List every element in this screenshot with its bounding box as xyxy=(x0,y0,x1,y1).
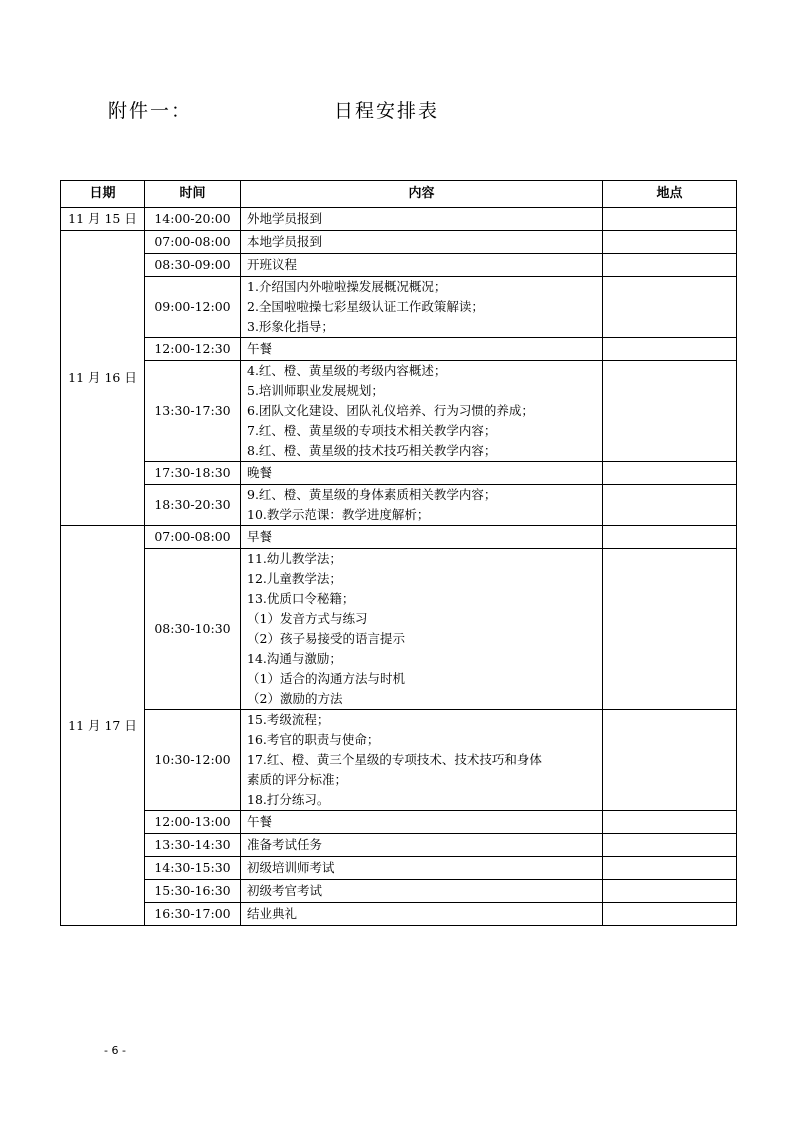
content-cell xyxy=(241,208,603,231)
table-row xyxy=(61,208,737,231)
content-cell xyxy=(241,811,603,834)
content-line: 5.培训师职业发展规划； xyxy=(247,383,384,398)
content-line: 9.红、橙、黄星级的身体素质相关教学内容； xyxy=(247,487,497,502)
content-cell xyxy=(241,857,603,880)
place-cell xyxy=(603,254,737,277)
table-row xyxy=(61,903,737,926)
place-cell xyxy=(603,903,737,926)
table-row xyxy=(61,338,737,361)
content-line: 初级培训师考试 xyxy=(247,860,335,875)
table-row xyxy=(61,361,737,462)
place-cell xyxy=(603,231,737,254)
table-row xyxy=(61,880,737,903)
place-cell xyxy=(603,462,737,485)
date-cell: 11 月 16 日 xyxy=(61,231,145,526)
content-line: 初级考官考试 xyxy=(247,883,323,898)
content-line: 3.形象化指导； xyxy=(247,319,334,334)
table-row xyxy=(61,231,737,254)
content-line: 素质的评分标准； xyxy=(247,772,348,787)
time-cell: 12:00-12:30 xyxy=(145,338,241,361)
time-cell: 08:30-10:30 xyxy=(145,549,241,710)
place-cell xyxy=(603,277,737,338)
time-cell: 07:00-08:00 xyxy=(145,526,241,549)
column-header-place: 地点 xyxy=(603,181,737,208)
content-cell xyxy=(241,485,603,526)
time-cell: 15:30-16:30 xyxy=(145,880,241,903)
page-number: - 6 - xyxy=(104,1044,126,1057)
content-line: 6.团队文化建设、团队礼仪培养、行为习惯的养成； xyxy=(247,403,534,418)
content-line: 开班议程 xyxy=(247,257,298,272)
content-line: （2）孩子易接受的语言提示 xyxy=(247,631,405,646)
table-row xyxy=(61,710,737,811)
time-cell: 18:30-20:30 xyxy=(145,485,241,526)
place-cell xyxy=(603,549,737,710)
content-line: （2）激励的方法 xyxy=(247,691,343,706)
content-line: 午餐 xyxy=(247,341,273,356)
date-cell: 11 月 17 日 xyxy=(61,526,145,926)
attachment-label: 附件一： xyxy=(108,100,193,122)
table-row xyxy=(61,549,737,710)
content-cell xyxy=(241,710,603,811)
content-line: 2.全国啦啦操七彩星级认证工作政策解读； xyxy=(247,299,484,314)
content-line: 午餐 xyxy=(247,814,273,829)
content-line: 12.儿童教学法； xyxy=(247,571,342,586)
table-row xyxy=(61,485,737,526)
content-line: 10.教学示范课：教学进度解析； xyxy=(247,507,430,522)
table-row xyxy=(61,811,737,834)
content-cell xyxy=(241,462,603,485)
content-cell xyxy=(241,834,603,857)
table-row xyxy=(61,462,737,485)
time-cell: 14:00-20:00 xyxy=(145,208,241,231)
time-cell: 17:30-18:30 xyxy=(145,462,241,485)
content-cell xyxy=(241,338,603,361)
content-line: 15.考级流程； xyxy=(247,712,330,727)
table-row xyxy=(61,834,737,857)
place-cell xyxy=(603,208,737,231)
time-cell: 13:30-14:30 xyxy=(145,834,241,857)
content-line: 晚餐 xyxy=(247,465,273,480)
place-cell xyxy=(603,880,737,903)
column-header-content: 内容 xyxy=(241,181,603,208)
place-cell xyxy=(603,338,737,361)
content-line: （1）发音方式与练习 xyxy=(247,611,368,626)
schedule-body xyxy=(61,208,737,926)
time-cell: 13:30-17:30 xyxy=(145,361,241,462)
content-line: 7.红、橙、黄星级的专项技术相关教学内容； xyxy=(247,423,497,438)
table-row xyxy=(61,526,737,549)
content-cell xyxy=(241,903,603,926)
content-cell xyxy=(241,549,603,710)
table-row xyxy=(61,857,737,880)
content-line: 14.沟通与激励； xyxy=(247,651,342,666)
content-line: 本地学员报到 xyxy=(247,234,323,249)
content-line: 11.幼儿教学法； xyxy=(247,551,342,566)
column-header-time: 时间 xyxy=(145,181,241,208)
content-line: 外地学员报到 xyxy=(247,211,323,226)
place-cell xyxy=(603,811,737,834)
time-cell: 10:30-12:00 xyxy=(145,710,241,811)
content-cell xyxy=(241,361,603,462)
table-row xyxy=(61,254,737,277)
place-cell xyxy=(603,857,737,880)
table-header-row xyxy=(61,181,737,208)
content-line: 8.红、橙、黄星级的技术技巧相关教学内容； xyxy=(247,443,497,458)
column-header-date: 日期 xyxy=(61,181,145,208)
place-cell xyxy=(603,834,737,857)
table-row xyxy=(61,277,737,338)
content-line: （1）适合的沟通方法与时机 xyxy=(247,671,405,686)
time-cell: 07:00-08:00 xyxy=(145,231,241,254)
time-cell: 14:30-15:30 xyxy=(145,857,241,880)
content-line: 1.介绍国内外啦啦操发展概况概况； xyxy=(247,279,447,294)
schedule-table xyxy=(60,180,737,926)
content-line: 13.优质口令秘籍； xyxy=(247,591,355,606)
content-line: 17.红、橙、黄三个星级的专项技术、技术技巧和身体 xyxy=(247,752,542,767)
date-cell: 11 月 15 日 xyxy=(61,208,145,231)
page-title: 日程安排表 xyxy=(334,100,440,122)
content-line: 16.考官的职责与使命； xyxy=(247,732,380,747)
time-cell: 16:30-17:00 xyxy=(145,903,241,926)
content-line: 早餐 xyxy=(247,529,273,544)
place-cell xyxy=(603,485,737,526)
content-line: 结业典礼 xyxy=(247,906,298,921)
content-cell xyxy=(241,880,603,903)
content-cell xyxy=(241,254,603,277)
content-line: 18.打分练习。 xyxy=(247,792,330,807)
place-cell xyxy=(603,710,737,811)
content-line: 准备考试任务 xyxy=(247,837,323,852)
content-cell xyxy=(241,526,603,549)
content-line: 4.红、橙、黄星级的考级内容概述； xyxy=(247,363,447,378)
time-cell: 12:00-13:00 xyxy=(145,811,241,834)
content-cell xyxy=(241,231,603,254)
place-cell xyxy=(603,361,737,462)
time-cell: 08:30-09:00 xyxy=(145,254,241,277)
place-cell xyxy=(603,526,737,549)
time-cell: 09:00-12:00 xyxy=(145,277,241,338)
content-cell xyxy=(241,277,603,338)
